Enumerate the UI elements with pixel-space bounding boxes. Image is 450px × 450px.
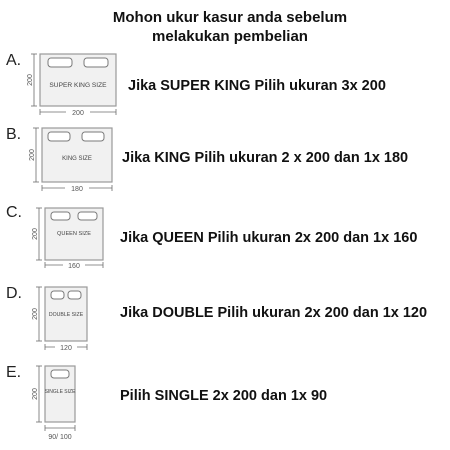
- width-label: 90/ 100: [48, 434, 72, 441]
- pillow: [48, 58, 72, 67]
- bed-size-label: DOUBLE SIZE: [48, 312, 84, 318]
- pillow: [68, 291, 81, 299]
- bed-size-label: QUEEN SIZE: [57, 231, 91, 237]
- pillow: [51, 291, 64, 299]
- bed-size-label: SUPER KING SIZE: [49, 82, 107, 89]
- single-bed-diagram: [34, 362, 114, 442]
- title-line-1: Mohon ukur kasur anda sebelum: [112, 9, 348, 26]
- pillow: [82, 132, 104, 141]
- bed-size-label: KING SIZE: [62, 156, 92, 162]
- bed-option-king: [0, 124, 450, 196]
- option-letter: D.: [6, 285, 22, 302]
- option-letter: B.: [6, 126, 22, 143]
- bed-option-super-king: [0, 50, 450, 122]
- option-letter: C.: [6, 204, 22, 221]
- pillow: [51, 370, 69, 378]
- bed-size-label: SINGLE SIZE: [44, 389, 76, 395]
- pillow: [48, 132, 70, 141]
- option-description: Jika KING Pilih ukuran 2 x 200 dan 1x 180: [122, 150, 409, 166]
- length-label: 200: [32, 228, 39, 240]
- bed-option-double: [0, 283, 450, 355]
- queen-bed-diagram: [34, 202, 124, 274]
- width-label: 200: [72, 110, 84, 117]
- pillow: [78, 212, 97, 220]
- length-label: 200: [32, 308, 39, 320]
- page-title: [60, 8, 400, 46]
- option-description: Jika QUEEN Pilih ukuran 2x 200 dan 1x 160: [120, 230, 418, 246]
- title-line-2: melakukan pembelian: [152, 28, 308, 45]
- pillow: [84, 58, 108, 67]
- width-label: 120: [60, 345, 72, 352]
- super-king-bed-diagram: [28, 50, 128, 122]
- option-letter: A.: [6, 52, 22, 69]
- option-description: Pilih SINGLE 2x 200 dan 1x 90: [120, 388, 328, 404]
- length-label: 200: [27, 74, 34, 86]
- option-description: Jika SUPER KING Pilih ukuran 3x 200: [128, 78, 386, 94]
- bed-option-single: [0, 362, 450, 444]
- length-label: 200: [29, 149, 36, 161]
- length-label: 200: [32, 388, 39, 400]
- option-description: Jika DOUBLE Pilih ukuran 2x 200 dan 1x 120: [120, 305, 428, 321]
- king-bed-diagram: [30, 124, 130, 196]
- width-label: 160: [68, 263, 80, 270]
- double-bed-diagram: [34, 283, 114, 355]
- width-label: 180: [71, 186, 83, 193]
- option-letter: E.: [6, 364, 22, 381]
- pillow: [51, 212, 70, 220]
- bed-option-queen: [0, 202, 450, 274]
